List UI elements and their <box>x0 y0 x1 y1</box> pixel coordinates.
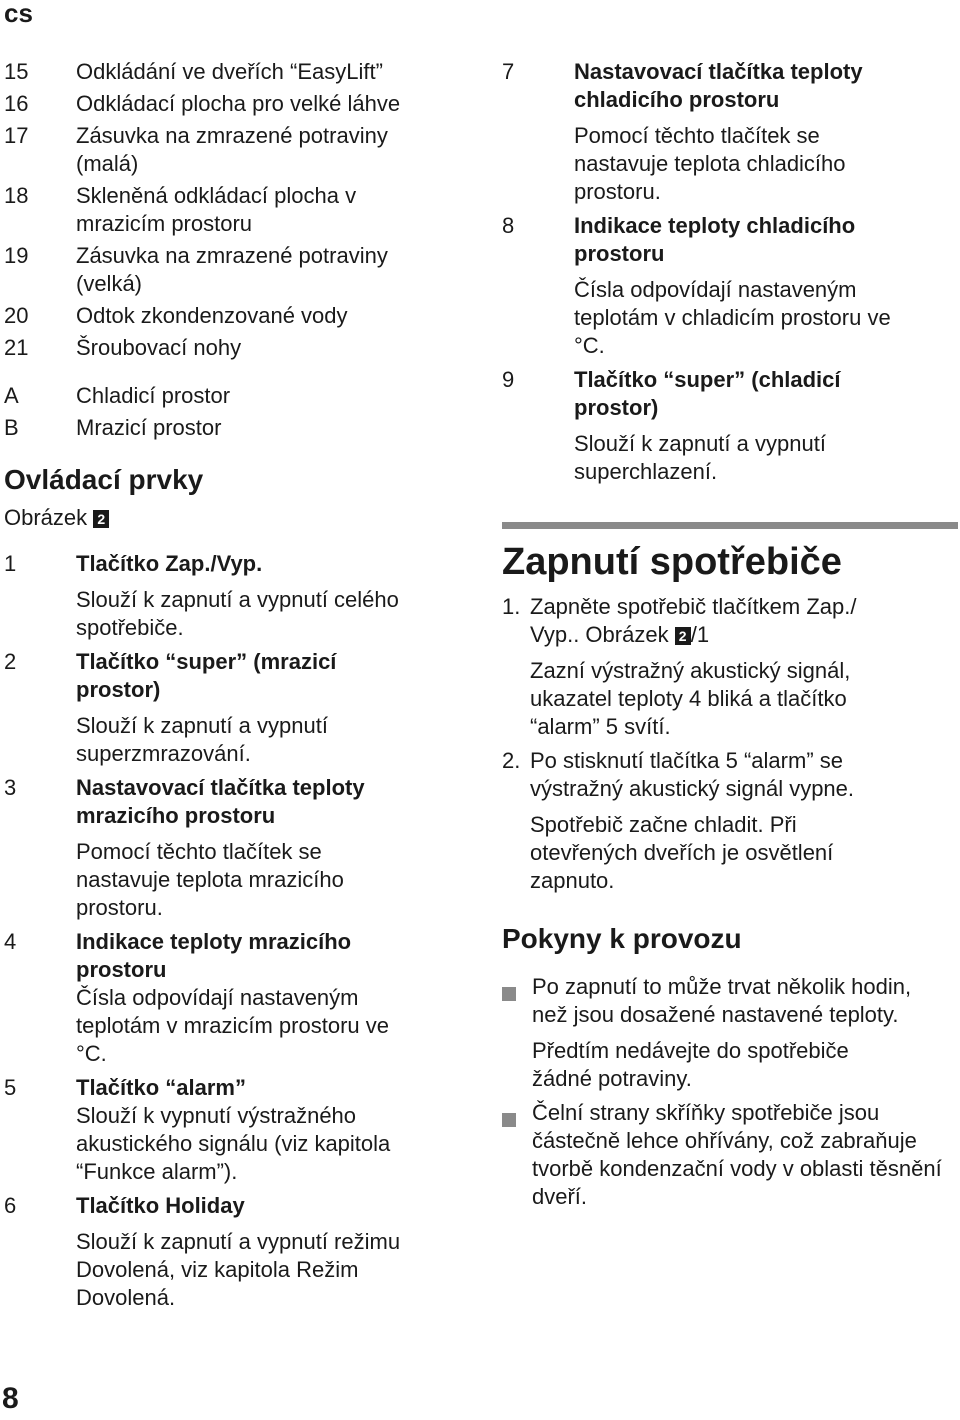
control-item: 6 Tlačítko Holiday Slouží k zapnutí a vypnutí režimu Dovolená, viz kapitola Režim Dovolená. <box>4 1192 474 1312</box>
step-item: 1. Zapněte spotřebič tlačítkem Zap./ Vyp.. Obrázek 2 /1 <box>502 594 857 647</box>
control-description: Čísla odpovídají nastaveným teplotám v mrazicím prostoru ve °C. <box>76 985 389 1066</box>
page-number: 8 <box>2 1382 19 1415</box>
control-item: 1 Tlačítko Zap./Vyp. Slouží k zapnutí a vypnutí celého spotřebiče. <box>4 550 474 642</box>
figure-number-badge: 2 <box>675 627 691 645</box>
bullet-item: Čelní strany skříňky spotřebiče jsou částečně lehce ohřívány, což zabraňuje tvorbě kondenzační vody v oblasti těsnění dveří. <box>502 1099 958 1211</box>
left-column <box>4 58 474 1312</box>
control-item: 2 Tlačítko “super” (mrazicí prostor) Slouží k zapnutí a vypnutí superzmrazování. <box>4 648 474 768</box>
control-item: 8 Indikace teploty chladicího prostoru Čísla odpovídají nastaveným teplotám v chladicím prostoru ve °C. <box>502 212 958 360</box>
section-heading-controls: Ovládací prvky <box>4 464 204 495</box>
parts-list <box>4 58 474 362</box>
control-title: Tlačítko “super” (mrazicí prostor) <box>76 649 337 702</box>
step-item: 2. Po stisknutí tlačítka 5 “alarm” se výstražný akustický signál vypne. <box>502 748 855 801</box>
control-title: Nastavovací tlačítka teploty mrazicího prostoru <box>76 775 365 828</box>
control-item: 4 Indikace teploty mrazicího prostoru Čísla odpovídají nastaveným teplotám v mrazicím prostoru ve °C. <box>4 928 474 1068</box>
bullet-note: Předtím nedávejte do spotřebiče žádné potraviny. <box>532 1038 849 1091</box>
control-title: Indikace teploty mrazicího prostoru <box>76 929 352 982</box>
figure-number-badge: 2 <box>93 510 109 528</box>
control-description: Pomocí těchto tlačítek se nastavuje teplota chladicího prostoru. <box>574 123 846 204</box>
control-title: Nastavovací tlačítka teploty chladicího prostoru <box>574 59 863 112</box>
control-item: 3 Nastavovací tlačítka teploty mrazicího prostoru Pomocí těchto tlačítek se nastavuje teplota mrazicího prostoru. <box>4 774 474 922</box>
control-title: Tlačítko Zap./Vyp. <box>76 551 263 576</box>
list-item: 17 Zásuvka na zmrazené potraviny (malá) <box>4 123 388 176</box>
control-item: 9 Tlačítko “super” (chladicí prostor) Slouží k zapnutí a vypnutí superchlazení. <box>502 366 958 486</box>
control-description: Slouží k vypnutí výstražného akustického signálu (viz kapitola “Funkce alarm”). <box>76 1103 391 1184</box>
control-description: Čísla odpovídají nastaveným teplotám v chladicím prostoru ve °C. <box>574 277 891 358</box>
figure-reference: Obrázek 2 <box>4 504 474 532</box>
compartment-list <box>4 382 474 442</box>
operation-notes <box>502 973 958 1211</box>
control-description: Pomocí těchto tlačítek se nastavuje teplota mrazicího prostoru. <box>76 839 344 920</box>
section-heading-operation: Pokyny k provozu <box>502 923 742 954</box>
control-description: Slouží k zapnutí a vypnutí superzmrazování. <box>76 713 328 766</box>
list-item: 15 Odkládání ve dveřích “EasyLift” <box>4 59 383 84</box>
control-item: 7 Nastavovací tlačítka teploty chladicího prostoru Pomocí těchto tlačítek se nastavuje teplota chladicího prostoru. <box>502 58 958 206</box>
bullet-item: Po zapnutí to může trvat několik hodin, než jsou dosažené nastavené teploty. Předtím nedávejte do spotřebiče žádné potraviny. <box>502 973 958 1093</box>
controls-list-continued <box>502 58 958 486</box>
steps-list <box>502 593 958 895</box>
list-item: 21 Šroubovací nohy <box>4 335 242 360</box>
control-item: 5 Tlačítko “alarm” Slouží k vypnutí výstražného akustického signálu (viz kapitola “Funkce alarm”). <box>4 1074 474 1186</box>
step-note: Zazní výstražný akustický signál, ukazatel teploty 4 bliká a tlačítko “alarm” 5 svítí. <box>530 658 851 739</box>
bullet-square-icon <box>502 987 516 1001</box>
list-item: 18 Skleněná odkládací plocha v mrazicím prostoru <box>4 183 357 236</box>
control-title: Tlačítko Holiday <box>76 1193 245 1218</box>
step-note: Spotřebič začne chladit. Při otevřených dveřích je osvětlení zapnuto. <box>530 812 834 893</box>
language-label: cs <box>4 0 33 28</box>
bullet-square-icon <box>502 1113 516 1127</box>
list-item: 19 Zásuvka na zmrazené potraviny (velká) <box>4 243 388 296</box>
list-item: 20 Odtok zkondenzované vody <box>4 303 348 328</box>
right-column <box>502 58 958 1211</box>
section-divider <box>502 522 958 529</box>
list-item: A Chladicí prostor <box>4 383 231 408</box>
control-title: Tlačítko “alarm” <box>76 1075 246 1100</box>
list-item: 16 Odkládací plocha pro velké láhve <box>4 91 401 116</box>
control-title: Tlačítko “super” (chladicí prostor) <box>574 367 841 420</box>
control-description: Slouží k zapnutí a vypnutí celého spotřebiče. <box>76 587 399 640</box>
control-title: Indikace teploty chladicího prostoru <box>574 213 856 266</box>
section-heading-switch-on: Zapnutí spotřebiče <box>502 541 842 583</box>
control-description: Slouží k zapnutí a vypnutí režimu Dovolená, viz kapitola Režim Dovolená. <box>76 1229 401 1310</box>
controls-list <box>4 550 474 1312</box>
list-item: B Mrazicí prostor <box>4 415 222 440</box>
control-description: Slouží k zapnutí a vypnutí superchlazení. <box>574 431 826 484</box>
